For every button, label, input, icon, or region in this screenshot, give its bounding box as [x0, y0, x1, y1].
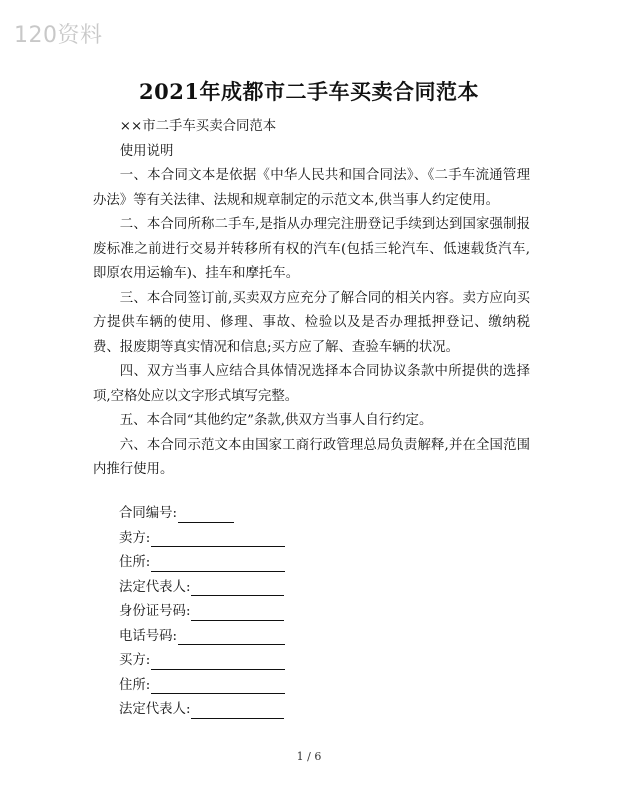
paragraph-3: 三、本合同签订前,买卖双方应充分了解合同的相关内容。卖方应向买方提供车辆的使用、修理、事故、检验以及是否办理抵押登记、缴纳税费、报废期等真实情况和信息;买方应了解、查验车辆的状况。: [93, 290, 530, 355]
form-label: 合同编号:: [119, 506, 178, 521]
seller-legal-rep-blank[interactable]: [191, 581, 284, 596]
document-title: 2021年成都市二手车买卖合同范本: [139, 79, 479, 104]
buyer-address-blank[interactable]: [151, 679, 285, 694]
paragraph-1: 一、本合同文本是依据《中华人民共和国合同法》、《二手车流通管理办法》等有关法律、法规和规章制定的示范文本,供当事人约定使用。: [93, 168, 530, 208]
subtitle: ××市二手车买卖合同范本: [119, 119, 277, 134]
page-indicator: 1 / 6: [296, 750, 322, 763]
buyer-legal-rep-blank[interactable]: [191, 704, 284, 719]
phone-blank[interactable]: [178, 630, 285, 645]
seller-address-blank[interactable]: [151, 557, 285, 572]
buyer-blank[interactable]: [151, 655, 285, 670]
paragraph-2: 二、本合同所称二手车,是指从办理完注册登记手续到达到国家强制报废标准之前进行交易并转移所有权的汽车(包括三轮汽车、低速载货汽车,即原农用运输车)、挂车和摩托车。: [93, 217, 530, 281]
form-label: 电话号码:: [119, 628, 178, 644]
form-row-buyer-legal-rep: [119, 698, 285, 723]
form-label: 身份证号码:: [119, 604, 191, 619]
form-row-phone: [119, 625, 285, 650]
form-label: 买方:: [119, 653, 151, 668]
form-row-id-number: [119, 600, 285, 625]
watermark-logo: 120资料: [14, 23, 103, 48]
document-body: [93, 115, 530, 483]
form-row-seller-legal-rep: [119, 576, 285, 601]
usage-heading: 使用说明: [119, 143, 174, 159]
contract-form: [119, 502, 285, 723]
form-row-seller-address: [119, 551, 285, 576]
id-number-blank[interactable]: [191, 606, 284, 621]
form-row-seller: [119, 527, 285, 552]
form-label: 法定代表人:: [119, 579, 191, 595]
paragraph-5: 五、本合同“其他约定”条款,供双方当事人自行约定。: [119, 413, 433, 428]
form-label: 法定代表人:: [119, 702, 191, 717]
form-label: 住所:: [119, 677, 151, 693]
paragraph-4: 四、双方当事人应结合具体情况选择本合同协议条款中所提供的选择项,空格处应以文字形式填写完整。: [93, 364, 530, 404]
paragraph-6: 六、本合同示范文本由国家工商行政管理总局负责解释,并在全国范围内推行使用。: [93, 437, 530, 477]
form-row-contract-number: [119, 502, 285, 527]
form-row-buyer-address: [119, 674, 285, 699]
contract-number-blank[interactable]: [178, 508, 234, 523]
form-label: 住所:: [119, 555, 151, 570]
seller-blank[interactable]: [151, 532, 285, 547]
form-label: 卖方:: [119, 530, 151, 546]
form-row-buyer: [119, 649, 285, 674]
